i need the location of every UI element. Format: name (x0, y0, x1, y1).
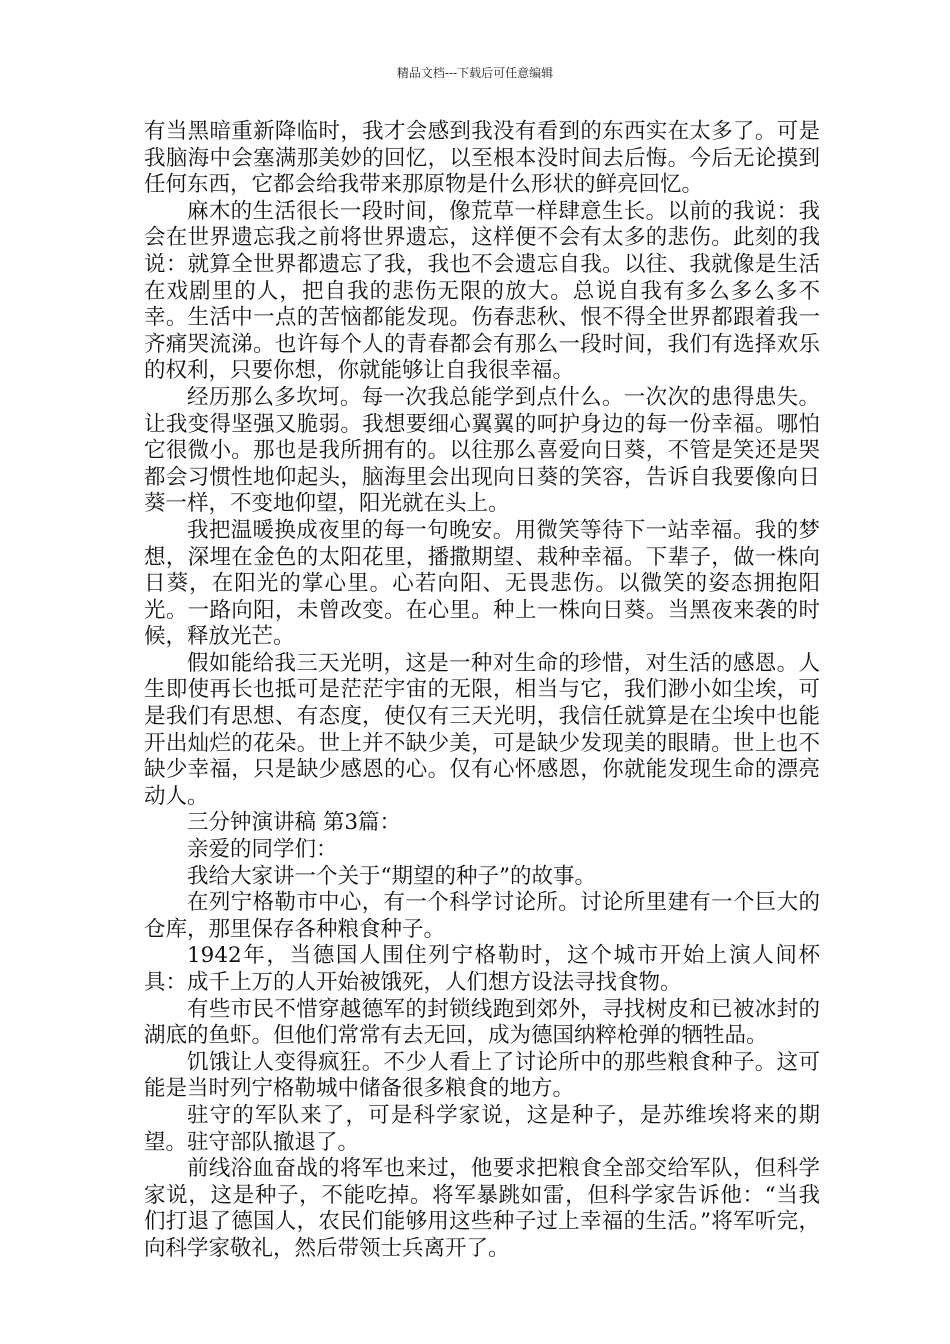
paragraph: 有些市民不惜穿越德军的封锁线跑到郊外，寻找树皮和已被冰封的湖底的鱼虾。但他们常常有去无回，成为德国纳粹枪弹的牺牲品。 (144, 996, 820, 1049)
paragraph: 我给大家讲一个关于“期望的种子”的故事。 (187, 863, 596, 889)
page-header: 精品文档---下载后可任意编辑 (396, 66, 554, 80)
salutation: 亲爱的同学们： (187, 837, 338, 863)
paragraph: 1942年，当德国人围住列宁格勒时，这个城市开始上演人间杯具：成千上万的人开始被饿死，人们想方设法寻找食物。 (144, 943, 820, 995)
paragraph: 我把温暖换成夜里的每一句晚安。用微笑等待下一站幸福。我的梦想，深埋在金色的太阳花里，播撒期望、栽种幸福。下辈子，做一株向日葵，在阳光的掌心里。心若向阳、无畏悲伤。以微笑的姿态拥抱阳光。一路向阳，未曾改变。在心里。种上一株向日葵。当黑夜来袭的时候，释放光芒。 (144, 517, 820, 650)
paragraph: 饥饿让人变得疯狂。不少人看上了讨论所中的那些粮食种子。这可能是当时列宁格勒城中储备很多粮食的地方。 (144, 1049, 820, 1102)
paragraph: 有当黑暗重新降临时，我才会感到我没有看到的东西实在太多了。可是我脑海中会塞满那美妙的回忆，以至根本没时间去后悔。今后无论摸到任何东西，它都会给我带来那原物是什么形状的鲜亮回忆。 (144, 119, 820, 198)
paragraph: 麻木的生活很长一段时间，像荒草一样肆意生长。以前的我说：我会在世界遗忘我之前将世界遗忘，这样便不会有太多的悲伤。此刻的我说：就算全世界都遗忘了我，我也不会遗忘自我。以往、我就像是生活在戏剧里的人，把自我的悲伤无限的放大。总说自我有多么多么多不幸。生活中一点的苦恼都能发现。伤春悲秋、恨不得全世界都跟着我一齐痛哭流涕。也许每个人的青春都会有那么一段时间，我们有选择欢乐的权利，只要你想，你就能够让自我很幸福。 (144, 198, 820, 384)
paragraph: 经历那么多坎坷。每一次我总能学到点什么。一次次的患得患失。让我变得坚强又脆弱。我想要细心翼翼的呵护身边的每一份幸福。哪怕它很微小。那也是我所拥有的。以往那么喜爱向日葵，不管是笑还是哭都会习惯性地仰起头，脑海里会出现向日葵的笑容，告诉自我要像向日葵一样，不变地仰望，阳光就在头上。 (144, 384, 820, 517)
paragraph: 驻守的军队来了，可是科学家说，这是种子，是苏维埃将来的期望。驻守部队撤退了。 (144, 1102, 820, 1155)
paragraph: 假如能给我三天光明，这是一种对生命的珍惜，对生活的感恩。人生即使再长也抵可是茫茫宇宙的无限，相当与它，我们渺小如尘埃，可是我们有思想、有态度，使仅有三天光明，我信任就算是在尘埃中也能开出灿烂的花朵。世上并不缺少美，可是缺少发现美的眼睛。世上也不缺少幸福，只是缺少感恩的心。仅有心怀感恩，你就能发现生命的漂亮动人。 (144, 650, 820, 809)
paragraph: 在列宁格勒市中心，有一个科学讨论所。讨论所里建有一个巨大的仓库，那里保存各种粮食种子。 (144, 890, 820, 942)
document-body (144, 119, 820, 1263)
section-title: 三分钟演讲稿 第3篇： (187, 810, 402, 836)
paragraph: 前线浴血奋战的将军也来过，他要求把粮食全部交给军队，但科学家说，这是种子，不能吃掉。将军暴跳如雷，但科学家告诉他：“当我们打退了德国人，农民们能够用这些种子过上幸福的生活。”将军听完，向科学家敬礼，然后带领士兵离开了。 (144, 1156, 820, 1261)
